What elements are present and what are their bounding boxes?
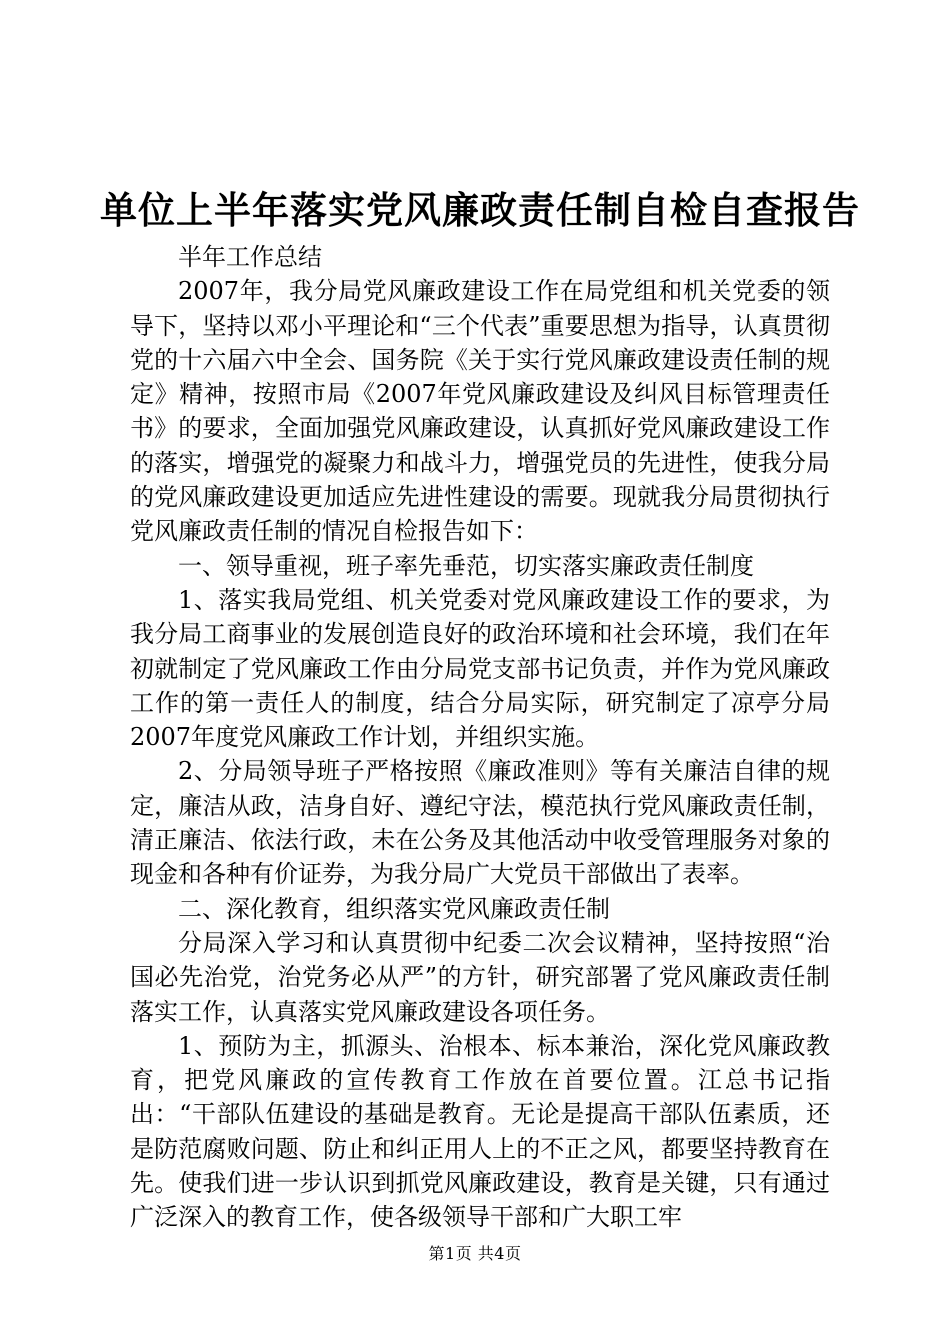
page-number-footer: 第1页 共4页 [428,1244,522,1263]
paragraph-2-1: 1、预防为主，抓源头、治根本、标本兼治，深化党风廉政教育，把党风廉政的宣传教育工作放在首要位置。江总书记指出：“干部队伍建设的基础是教育。无论是提高干部队伍素质，还是防范腐败问题、防止和纠正用人上的不正之风，都要坚持教育在先。使我们进一步认识到抓党风廉政建设，教育是关键，只有通过广泛深入的教育工作，使各级领导干部和广大职工牢 [130,1031,830,1232]
section-heading-1: 一、领导重视，班子率先垂范，切实落实廉政责任制度 [178,551,754,580]
paragraph-1-1: 1、落实我局党组、机关党委对党风廉政建设工作的要求，为我分局工商事业的发展创造良好的政治环境和社会环境，我们在年初就制定了党风廉政工作由分局党支部书记负责，并作为党风廉政工作的第一责任人的制度，结合分局实际，研究制定了凉亭分局2007年度党风廉政工作计划，并组织实施。 [130,585,830,752]
document-body [130,240,830,1235]
section-heading-2: 二、深化教育，组织落实党风廉政责任制 [178,894,610,923]
paragraph-2-intro: 分局深入学习和认真贯彻中纪委二次会议精神，坚持按照“治国必先治党，治党务必从严”的方针，研究部署了党风廉政责任制落实工作，认真落实党风廉政建设各项任务。 [130,928,830,1026]
paragraph-intro: 2007年，我分局党风廉政建设工作在局党组和机关党委的领导下，坚持以邓小平理论和“三个代表”重要思想为指导，认真贯彻党的十六届六中全会、国务院《关于实行党风廉政建设责任制的规定》精神，按照市局《2007年党风廉政建设及纠风目标管理责任书》的要求，全面加强党风廉政建设，认真抓好党风廉政建设工作的落实，增强党的凝聚力和战斗力，增强党员的先进性，使我分局的党风廉政建设更加适应先进性建设的需要。现就我分局贯彻执行党风廉政责任制的情况自检报告如下： [130,277,830,546]
document-title: 单位上半年落实党风廉政责任制自检自查报告 [100,188,860,232]
paragraph-subtitle: 半年工作总结 [178,243,322,271]
paragraph-1-2: 2、分局领导班子严格按照《廉政准则》等有关廉洁自律的规定，廉洁从政，洁身自好、遵纪守法，模范执行党风廉政责任制，清正廉洁、依法行政，未在公务及其他活动中收受管理服务对象的现金和各种有价证券，为我分局广大党员干部做出了表率。 [130,757,830,889]
